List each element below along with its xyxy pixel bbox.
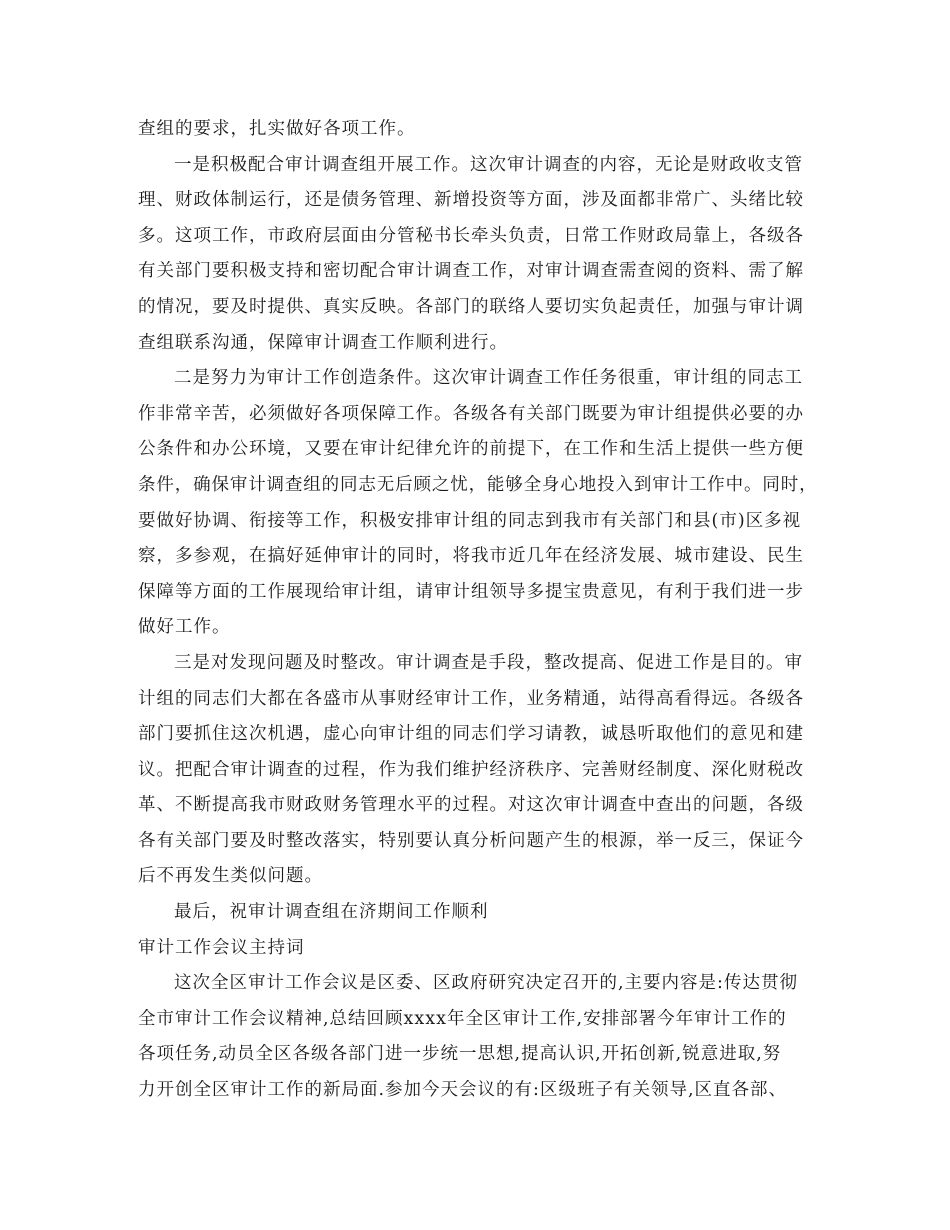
text-line: 力开创全区审计工作的新局面.参加今天会议的有:区级班子有关领导,区直各部、: [138, 1080, 788, 1101]
document-body: [138, 112, 818, 1109]
text-line: 察，多参观，在搞好延伸审计的同时，将我市近几年在经济发展、城市建设、民生: [138, 546, 804, 567]
text-line: 计组的同志们大都在各盛市从事财经审计工作，业务精通，站得高看得远。各级各: [138, 688, 804, 709]
text-line: 作非常辛苦，必须做好各项保障工作。各级各有关部门既要为审计组提供必要的办: [138, 403, 804, 424]
text-line: 保障等方面的工作展现给审计组，请审计组领导多提宝贵意见，有利于我们进一步: [138, 581, 804, 602]
paragraph-first-line: 一是积极配合审计调查组开展工作。这次审计调查的内容，无论是财政收支管: [174, 154, 803, 175]
text-line: 查组的要求，扎实做好各项工作。: [138, 119, 416, 139]
paragraph-first-line: 最后，祝审计调查组在济期间工作顺利: [174, 902, 489, 923]
text-line: 全市审计工作会议精神,总结回顾xxxx年全区审计工作,安排部署今年审计工作的: [138, 1008, 787, 1029]
text-line: 部门要抓住这次机遇，虚心向审计组的同志们学习请教，诚恳听取他们的意见和建: [138, 724, 804, 745]
paragraph-first-line: 二是努力为审计工作创造条件。这次审计调查工作任务很重，审计组的同志工: [174, 368, 803, 389]
paragraph-first-line: 这次全区审计工作会议是区委、区政府研究决定召开的,主要内容是:传达贯彻: [174, 973, 798, 994]
text-line: 多。这项工作，市政府层面由分管秘书长牵头负责，日常工作财政局靠上，各级各: [138, 225, 804, 246]
text-line: 理、财政体制运行，还是债务管理、新增投资等方面，涉及面都非常广、头绪比较: [138, 190, 804, 211]
text-line: 审计工作会议主持词: [138, 937, 305, 958]
text-line: 公条件和办公环境，又要在审计纪律允许的前提下，在工作和生活上提供一些方便: [138, 439, 804, 460]
paragraph-first-line: 三是对发现问题及时整改。审计调查是手段，整改提高、促进工作是目的。审: [174, 652, 803, 673]
text-line: 条件，确保审计调查组的同志无后顾之忧，能够全身心地投入到审计工作中。同时，: [138, 474, 818, 495]
text-line: 革、不断提高我市财政财务管理水平的过程。对这次审计调查中查出的问题，各级: [138, 795, 804, 816]
text-line: 议。把配合审计调查的过程，作为我们维护经济秩序、完善财经制度、深化财税改: [138, 759, 804, 780]
text-line: 各有关部门要及时整改落实，特别要认真分析问题产生的根源，举一反三，保证今: [138, 830, 804, 851]
text-line: 后不再发生类似问题。: [138, 866, 323, 887]
text-line: 查组联系沟通，保障审计调查工作顺利进行。: [138, 332, 508, 353]
text-line: 各项任务,动员全区各级各部门进一步统一思想,提高认识,开拓创新,锐意进取,努: [138, 1044, 782, 1065]
text-line: 有关部门要积极支持和密切配合审计调查工作，对审计调查需查阅的资料、需了解: [138, 261, 804, 282]
text-line: 做好工作。: [138, 617, 231, 638]
text-line: 的情况，要及时提供、真实反映。各部门的联络人要切实负起责任，加强与审计调: [138, 296, 804, 317]
text-line: 要做好协调、衔接等工作，积极安排审计组的同志到我市有关部门和县(市)区多视: [138, 510, 802, 531]
